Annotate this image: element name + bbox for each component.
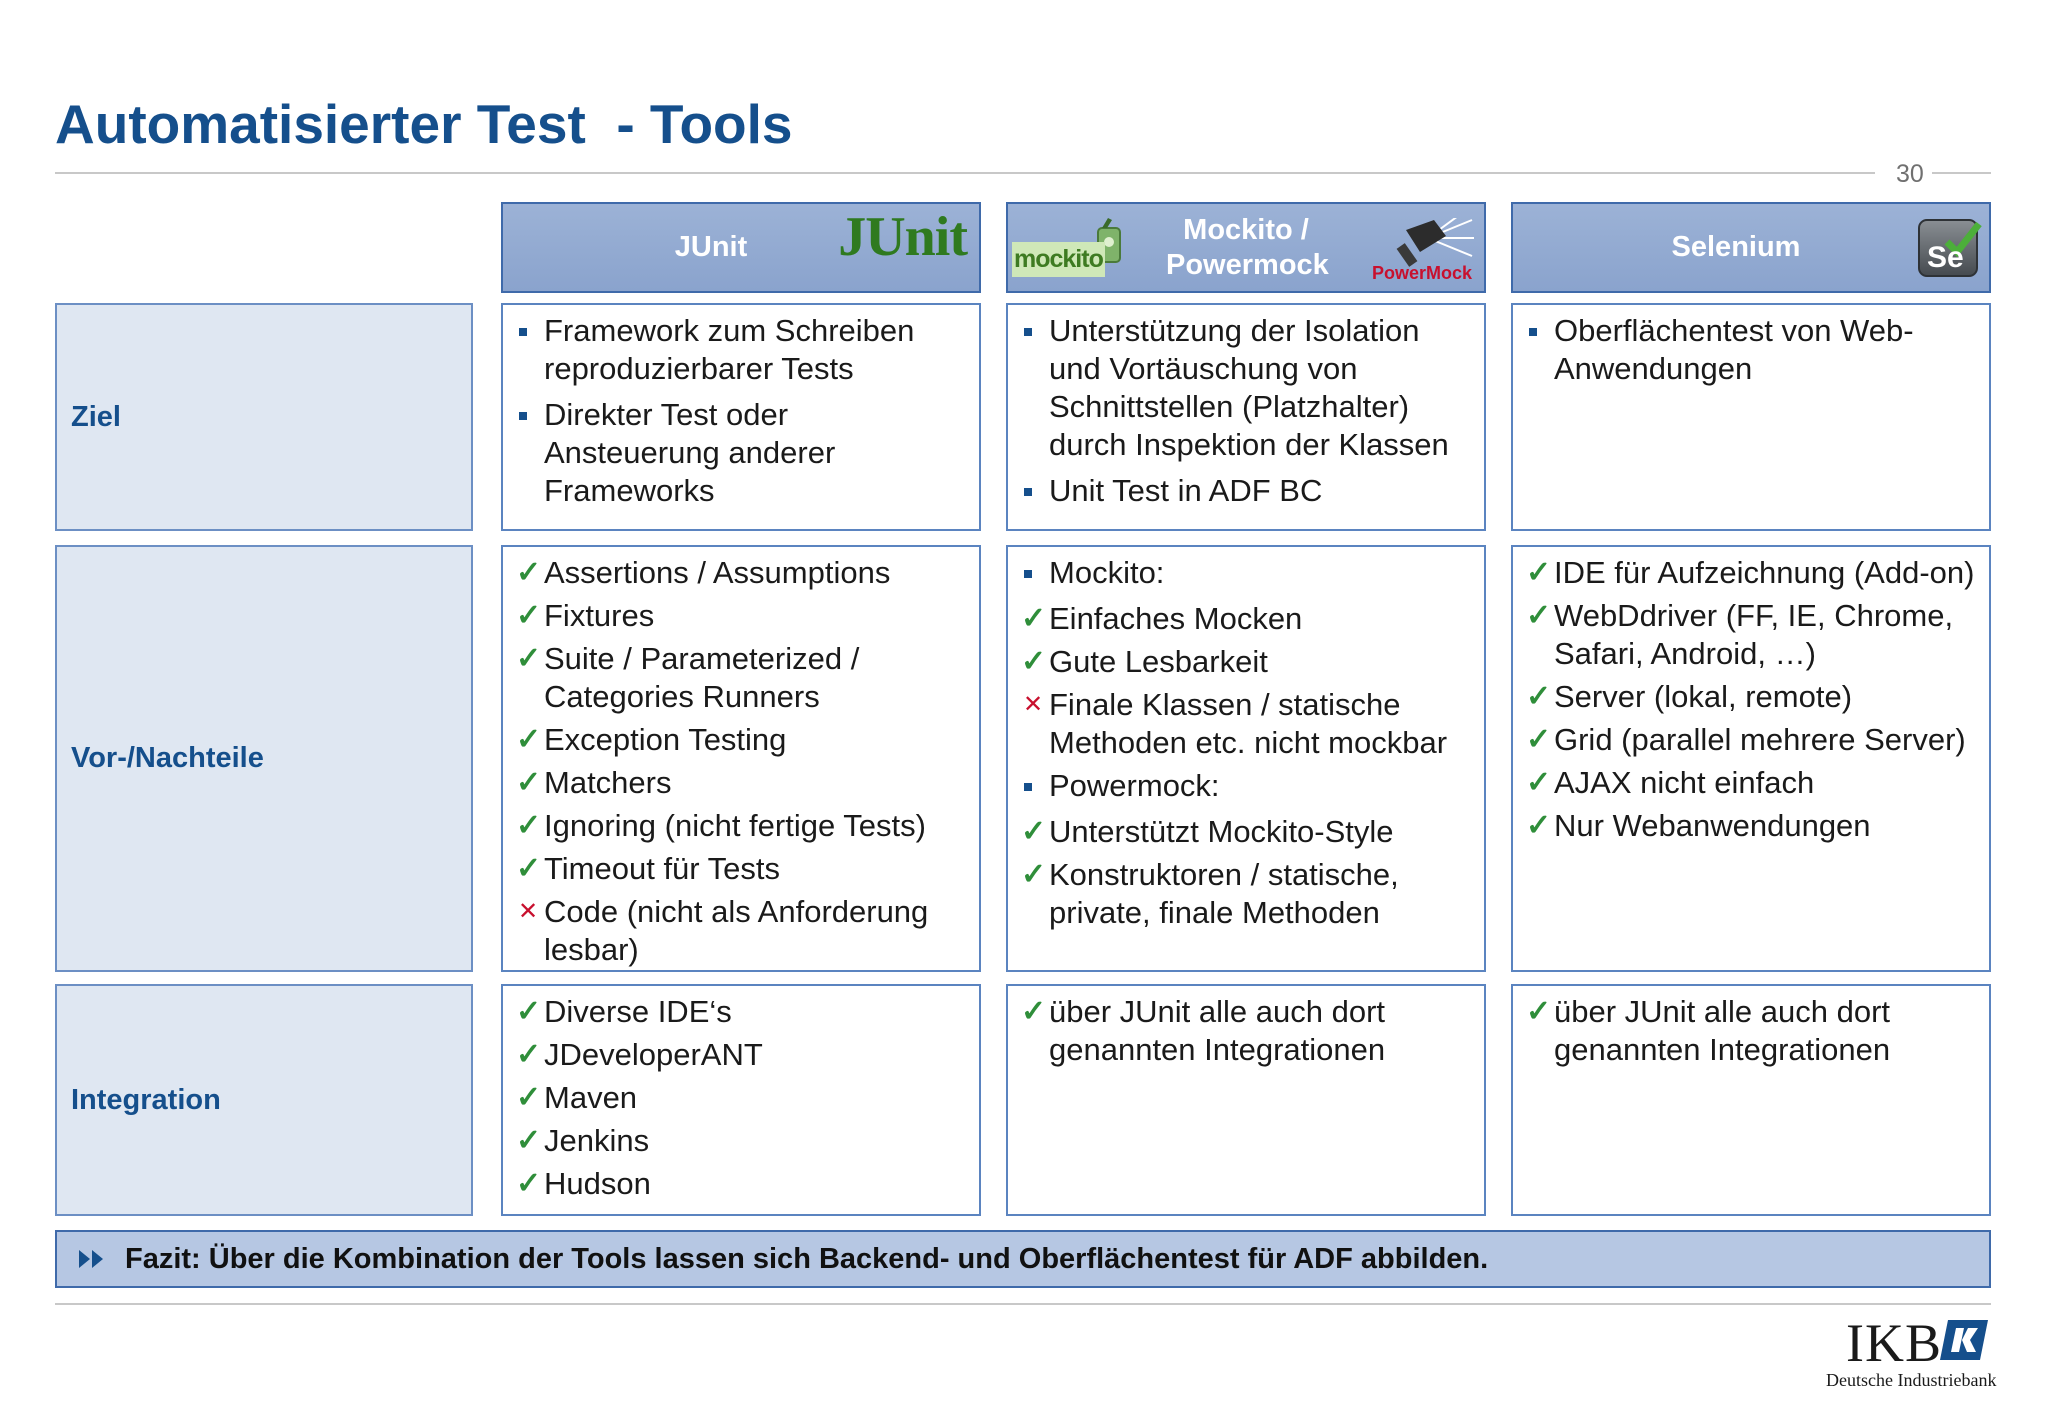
check-icon: ✓	[516, 642, 542, 675]
list-item	[1526, 993, 1979, 1069]
list-item	[516, 993, 969, 1031]
list-item	[1526, 721, 1979, 759]
check-icon: ✓	[1526, 809, 1552, 842]
row-header-vor-nachteile: Vor-/Nachteile	[55, 545, 473, 972]
list-item	[1021, 312, 1474, 464]
list-item-text: Hudson	[544, 1166, 651, 1201]
fazit-banner	[55, 1230, 1991, 1288]
list-item-text: Diverse IDE‘s	[544, 994, 732, 1029]
ikb-logo-subtitle: Deutsche Industriebank	[1826, 1370, 1997, 1390]
list-item-text: Grid (parallel mehrere Server)	[1554, 722, 1966, 757]
cross-icon: ✕	[518, 898, 539, 925]
column-header-label: Mockito / Powermock	[1166, 213, 1329, 281]
selenium-logo-text: Se	[1927, 241, 1964, 274]
double-arrow-icon	[77, 1248, 107, 1270]
check-icon: ✓	[1526, 556, 1552, 589]
list-item-text: WebDdriver (FF, IE, Chrome, Safari, Android, …)	[1554, 598, 1954, 671]
column-header-selenium	[1511, 202, 1991, 293]
list-item-text: AJAX nicht einfach	[1554, 765, 1815, 800]
cell-vor-nachteile-mockito	[1006, 545, 1486, 972]
footer-divider	[55, 1303, 1991, 1305]
list-item-text: JDeveloperANT	[544, 1037, 763, 1072]
list-item	[1021, 600, 1474, 638]
column-header-mockito	[1006, 202, 1486, 293]
check-icon: ✓	[516, 1124, 542, 1157]
list-item	[1021, 554, 1474, 592]
list-item	[516, 312, 969, 388]
list-item-text: Suite / Parameterized / Categories Runners	[544, 641, 860, 714]
list-item	[516, 721, 969, 759]
list-item-text: IDE für Aufzeichnung (Add-on)	[1554, 555, 1975, 590]
cell-integration-mockito	[1006, 984, 1486, 1216]
selenium-logo	[1917, 218, 1983, 278]
junit-logo: JUnit	[838, 206, 967, 268]
cell-integration-junit	[501, 984, 981, 1216]
list-item-text: Powermock:	[1049, 768, 1220, 803]
list-item	[516, 597, 969, 635]
list-item	[1021, 813, 1474, 851]
list-item-text: Maven	[544, 1080, 638, 1115]
check-icon: ✓	[1021, 645, 1047, 678]
list-item-text: Server (lokal, remote)	[1554, 679, 1853, 714]
list-item-text: über JUnit alle auch dort genannten Integrationen	[1554, 994, 1891, 1067]
row-header-integration: Integration	[55, 984, 473, 1216]
list-item-text: Direkter Test oder Ansteuerung anderer Frameworks	[544, 397, 836, 508]
check-icon: ✓	[516, 809, 542, 842]
ikb-logo-text: IKB	[1846, 1313, 1942, 1373]
check-icon: ✓	[1526, 680, 1552, 713]
fazit-text: Fazit: Über die Kombination der Tools lassen sich Backend- und Oberflächentest für ADF abbilden.	[125, 1242, 1489, 1275]
list-item-text: Einfaches Mocken	[1049, 601, 1303, 636]
list-item-text: Unterstützung der Isolation und Vortäuschung von Schnittstellen (Platzhalter) durch Inspektion der Klassen	[1049, 313, 1449, 462]
check-icon: ✓	[1021, 995, 1047, 1028]
list-item-text: Fixtures	[544, 598, 655, 633]
cell-vor-nachteile-selenium	[1511, 545, 1991, 972]
list-item	[516, 1165, 969, 1203]
check-icon: ✓	[1021, 602, 1047, 635]
powermock-logo-text: PowerMock	[1372, 263, 1473, 283]
list-item	[516, 893, 969, 969]
column-header-junit	[501, 202, 981, 293]
list-item-text: Ignoring (nicht fertige Tests)	[544, 808, 926, 843]
cell-vor-nachteile-junit	[501, 545, 981, 972]
cell-ziel-junit	[501, 303, 981, 531]
list-item	[516, 554, 969, 592]
list-item-text: Code (nicht als Anforderung lesbar)	[544, 894, 929, 967]
list-item-text: Exception Testing	[544, 722, 787, 757]
list-item-text: über JUnit alle auch dort genannten Integrationen	[1049, 994, 1386, 1067]
page-title: Automatisierter Test - Tools	[55, 93, 793, 155]
list-item	[1021, 686, 1474, 762]
check-icon: ✓	[516, 1038, 542, 1071]
check-icon: ✓	[1526, 995, 1552, 1028]
title-divider	[55, 172, 1875, 174]
check-icon: ✓	[1021, 815, 1047, 848]
check-icon: ✓	[516, 1167, 542, 1200]
page-number-divider	[1932, 172, 1991, 174]
list-item	[1526, 807, 1979, 845]
mockito-logo-text: mockito	[1012, 242, 1105, 277]
list-item-text: Unit Test in ADF BC	[1049, 473, 1323, 508]
list-item-text: Konstruktoren / statische, private, finale Methoden	[1049, 857, 1399, 930]
cell-ziel-selenium	[1511, 303, 1991, 531]
check-icon: ✓	[516, 599, 542, 632]
list-item-text: Mockito:	[1049, 555, 1165, 590]
cell-ziel-mockito	[1006, 303, 1486, 531]
mockito-logo	[1012, 218, 1130, 276]
check-icon: ✓	[516, 556, 542, 589]
powermock-logo	[1362, 218, 1476, 283]
cell-integration-selenium	[1511, 984, 1991, 1216]
cross-icon: ✕	[1023, 691, 1044, 718]
list-item	[516, 850, 969, 888]
list-item	[1526, 764, 1979, 802]
check-icon: ✓	[1526, 599, 1552, 632]
list-item	[1021, 856, 1474, 932]
ikb-logo-mark	[1940, 1318, 1990, 1367]
list-item-text: Assertions / Assumptions	[544, 555, 891, 590]
list-item	[516, 1122, 969, 1160]
check-icon: ✓	[516, 995, 542, 1028]
list-item	[516, 807, 969, 845]
list-item-text: Unterstützt Mockito-Style	[1049, 814, 1394, 849]
check-icon: ✓	[1526, 723, 1552, 756]
list-item	[1526, 554, 1979, 592]
column-header-label: Selenium	[1671, 231, 1801, 263]
list-item-text: Jenkins	[544, 1123, 650, 1158]
column-header-label: JUnit	[674, 231, 748, 263]
list-item-text: Gute Lesbarkeit	[1049, 644, 1268, 679]
list-item-text: Matchers	[544, 765, 672, 800]
list-item-text: Framework zum Schreiben reproduzierbarer Tests	[544, 313, 915, 386]
list-item	[1526, 678, 1979, 716]
list-item	[1021, 993, 1474, 1069]
check-icon: ✓	[516, 852, 542, 885]
list-item	[516, 396, 969, 510]
list-item	[1021, 767, 1474, 805]
list-item	[1021, 472, 1474, 510]
list-item	[1526, 312, 1979, 388]
row-header-ziel: Ziel	[55, 303, 473, 531]
list-item	[1526, 597, 1979, 673]
list-item	[516, 1036, 969, 1074]
list-item-text: Oberflächentest von Web-Anwendungen	[1554, 313, 1914, 386]
check-icon: ✓	[1021, 858, 1047, 891]
check-icon: ✓	[516, 766, 542, 799]
list-item	[1021, 643, 1474, 681]
page-number: 30	[1896, 160, 1924, 188]
check-icon: ✓	[516, 1081, 542, 1114]
check-icon: ✓	[1526, 766, 1552, 799]
list-item-text: Finale Klassen / statische Methoden etc. nicht mockbar	[1049, 687, 1448, 760]
list-item-text: Timeout für Tests	[544, 851, 781, 886]
list-item	[516, 1079, 969, 1117]
check-icon: ✓	[516, 723, 542, 756]
list-item	[516, 764, 969, 802]
list-item	[516, 640, 969, 716]
list-item-text: Nur Webanwendungen	[1554, 808, 1871, 843]
